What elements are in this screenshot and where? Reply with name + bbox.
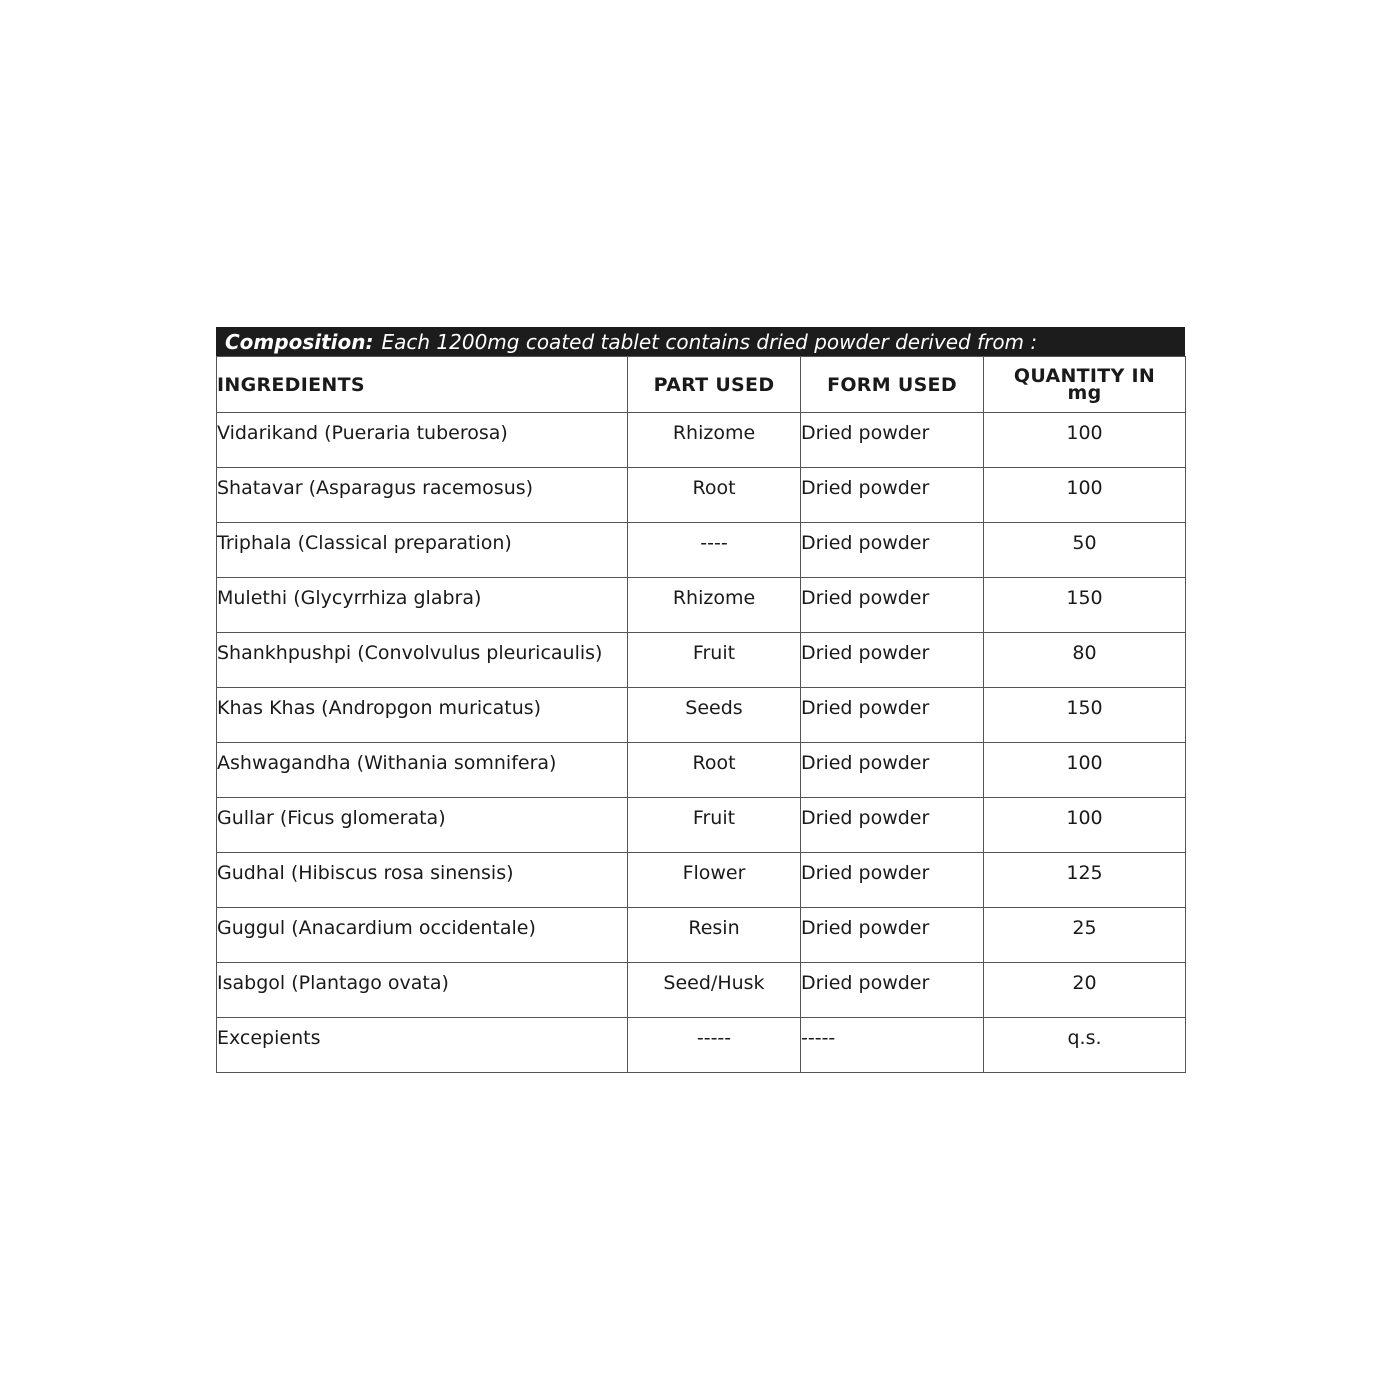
form-used-cell: Dried powder bbox=[801, 798, 984, 853]
ingredient-cell: Shatavar (Asparagus racemosus) bbox=[217, 468, 628, 523]
part-used-cell: Seed/Husk bbox=[628, 963, 801, 1018]
part-used-cell: Root bbox=[628, 743, 801, 798]
part-used-cell: ----- bbox=[628, 1018, 801, 1073]
table-row bbox=[217, 523, 1186, 578]
form-used-cell: Dried powder bbox=[801, 743, 984, 798]
quantity-cell: 100 bbox=[984, 468, 1186, 523]
table-row bbox=[217, 578, 1186, 633]
quantity-cell: 80 bbox=[984, 633, 1186, 688]
form-used-cell: Dried powder bbox=[801, 688, 984, 743]
table-row bbox=[217, 1018, 1186, 1073]
part-used-cell: ---- bbox=[628, 523, 801, 578]
part-used-cell: Root bbox=[628, 468, 801, 523]
quantity-cell: 150 bbox=[984, 578, 1186, 633]
quantity-cell: q.s. bbox=[984, 1018, 1186, 1073]
form-used-cell: Dried powder bbox=[801, 578, 984, 633]
quantity-cell: 25 bbox=[984, 908, 1186, 963]
part-used-cell: Rhizome bbox=[628, 578, 801, 633]
form-used-cell: Dried powder bbox=[801, 468, 984, 523]
ingredient-cell: Triphala (Classical preparation) bbox=[217, 523, 628, 578]
form-used-cell: Dried powder bbox=[801, 413, 984, 468]
form-used-cell: Dried powder bbox=[801, 963, 984, 1018]
header-quantity-line1: QUANTITY IN bbox=[1013, 364, 1156, 387]
ingredient-cell: Guggul (Anacardium occidentale) bbox=[217, 908, 628, 963]
table-row bbox=[217, 688, 1186, 743]
table-row bbox=[217, 798, 1186, 853]
table-body bbox=[217, 413, 1186, 1073]
form-used-cell: Dried powder bbox=[801, 523, 984, 578]
ingredient-cell: Gullar (Ficus glomerata) bbox=[217, 798, 628, 853]
header-quantity-line2: mg bbox=[1067, 381, 1102, 404]
table-row bbox=[217, 743, 1186, 798]
ingredient-cell: Shankhpushpi (Convolvulus pleuricaulis) bbox=[217, 633, 628, 688]
part-used-cell: Flower bbox=[628, 853, 801, 908]
table-row bbox=[217, 633, 1186, 688]
part-used-cell: Seeds bbox=[628, 688, 801, 743]
composition-header bbox=[216, 327, 1185, 356]
ingredient-cell: Mulethi (Glycyrrhiza glabra) bbox=[217, 578, 628, 633]
part-used-cell: Rhizome bbox=[628, 413, 801, 468]
table-row bbox=[217, 853, 1186, 908]
composition-panel bbox=[216, 327, 1185, 1073]
quantity-cell: 100 bbox=[984, 798, 1186, 853]
quantity-cell: 150 bbox=[984, 688, 1186, 743]
part-used-cell: Fruit bbox=[628, 798, 801, 853]
header-form-used: FORM USED bbox=[801, 357, 984, 413]
table-row bbox=[217, 468, 1186, 523]
form-used-cell: Dried powder bbox=[801, 633, 984, 688]
ingredient-cell: Excepients bbox=[217, 1018, 628, 1073]
composition-description: Each 1200mg coated tablet contains dried powder derived from : bbox=[381, 329, 1038, 354]
composition-label: Composition: bbox=[225, 329, 374, 354]
form-used-cell: Dried powder bbox=[801, 853, 984, 908]
header-part-used: PART USED bbox=[628, 357, 801, 413]
part-used-cell: Resin bbox=[628, 908, 801, 963]
ingredient-cell: Gudhal (Hibiscus rosa sinensis) bbox=[217, 853, 628, 908]
ingredient-cell: Vidarikand (Pueraria tuberosa) bbox=[217, 413, 628, 468]
header-ingredients: INGREDIENTS bbox=[217, 357, 628, 413]
quantity-cell: 100 bbox=[984, 743, 1186, 798]
quantity-cell: 20 bbox=[984, 963, 1186, 1018]
ingredients-table bbox=[216, 356, 1186, 1073]
quantity-cell: 50 bbox=[984, 523, 1186, 578]
ingredient-cell: Isabgol (Plantago ovata) bbox=[217, 963, 628, 1018]
ingredient-cell: Khas Khas (Andropgon muricatus) bbox=[217, 688, 628, 743]
quantity-cell: 100 bbox=[984, 413, 1186, 468]
form-used-cell: Dried powder bbox=[801, 908, 984, 963]
table-row bbox=[217, 908, 1186, 963]
table-header-row bbox=[217, 357, 1186, 413]
quantity-cell: 125 bbox=[984, 853, 1186, 908]
table-row bbox=[217, 413, 1186, 468]
ingredient-cell: Ashwagandha (Withania somnifera) bbox=[217, 743, 628, 798]
header-quantity bbox=[984, 357, 1186, 413]
table-row bbox=[217, 963, 1186, 1018]
form-used-cell: ----- bbox=[801, 1018, 984, 1073]
part-used-cell: Fruit bbox=[628, 633, 801, 688]
